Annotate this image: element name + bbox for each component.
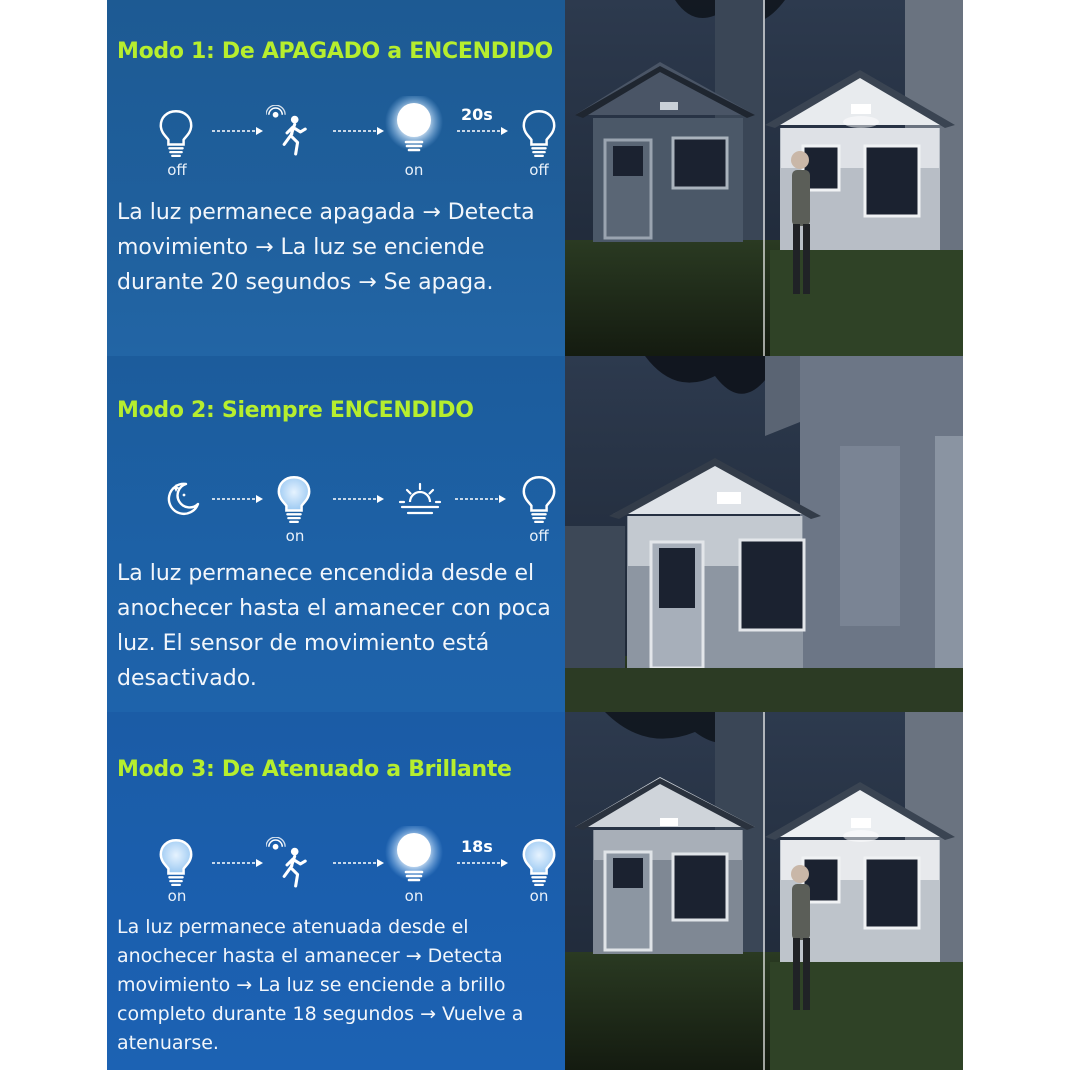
bulb-on-icon [384, 826, 444, 896]
infographic [107, 0, 963, 1070]
mode-3-description: La luz permanece atenuada desde el anochecer hasta el amanecer → Detecta movimiento → La luz se enciende a brillo completo durante 18 segundos → Vuelve a atenuarse. [117, 916, 524, 1054]
dashed-arrow-icon [212, 857, 264, 869]
motion-sensor-icon [266, 837, 310, 889]
mode-3-title: Modo 3: De Atenuado a Brillante [117, 757, 512, 782]
mode-2-description: La luz permanece encendida desde el anochecer hasta el amanecer con poca luz. El sensor de movimiento está desactivado. [117, 561, 551, 691]
mode-3-caption-on-bright: on [404, 887, 424, 905]
mode-1-description: La luz permanece apagada → Detecta movimiento → La luz se enciende durante 20 segundos → Se apaga. [117, 200, 535, 295]
mode-3-timer: 18s [461, 837, 493, 856]
bulb-off-icon [157, 108, 195, 162]
mode-2-caption-on: on [285, 527, 305, 545]
dashed-arrow-icon [333, 493, 385, 505]
dashed-arrow-icon [457, 857, 509, 869]
mode-1-caption-off-end: off [529, 161, 549, 179]
mode-1-caption-on: on [404, 161, 424, 179]
dashed-arrow-icon [212, 125, 264, 137]
dashed-arrow-icon [333, 857, 385, 869]
dashed-arrow-icon [212, 493, 264, 505]
mode-3-caption-on-end: on [529, 887, 549, 905]
bulb-dim-icon [520, 837, 558, 891]
moon-icon [162, 478, 202, 518]
bulb-dim-icon [275, 474, 313, 528]
mode-1-panel [107, 0, 565, 356]
dashed-arrow-icon [457, 125, 509, 137]
mode-2-title: Modo 2: Siempre ENCENDIDO [117, 398, 474, 423]
mode-1-timer: 20s [461, 105, 493, 124]
bulb-on-icon [384, 96, 444, 166]
mode-1-caption-off: off [167, 161, 187, 179]
dashed-arrow-icon [333, 125, 385, 137]
bulb-off-icon [520, 108, 558, 162]
mode-1-title: Modo 1: De APAGADO a ENCENDIDO [117, 39, 553, 64]
mode-2-caption-off: off [529, 527, 549, 545]
mode-3-caption-on-start: on [167, 887, 187, 905]
sunrise-icon [398, 482, 442, 518]
mode-2-panel [107, 356, 565, 712]
bulb-dim-icon [157, 837, 195, 891]
mode-2-photo [565, 356, 963, 712]
mode-3-photo [565, 712, 963, 1070]
mode-3-panel [107, 712, 565, 1070]
bulb-off-icon [520, 474, 558, 528]
dashed-arrow-icon [455, 493, 507, 505]
mode-1-photo [565, 0, 963, 356]
motion-sensor-icon [266, 105, 310, 157]
